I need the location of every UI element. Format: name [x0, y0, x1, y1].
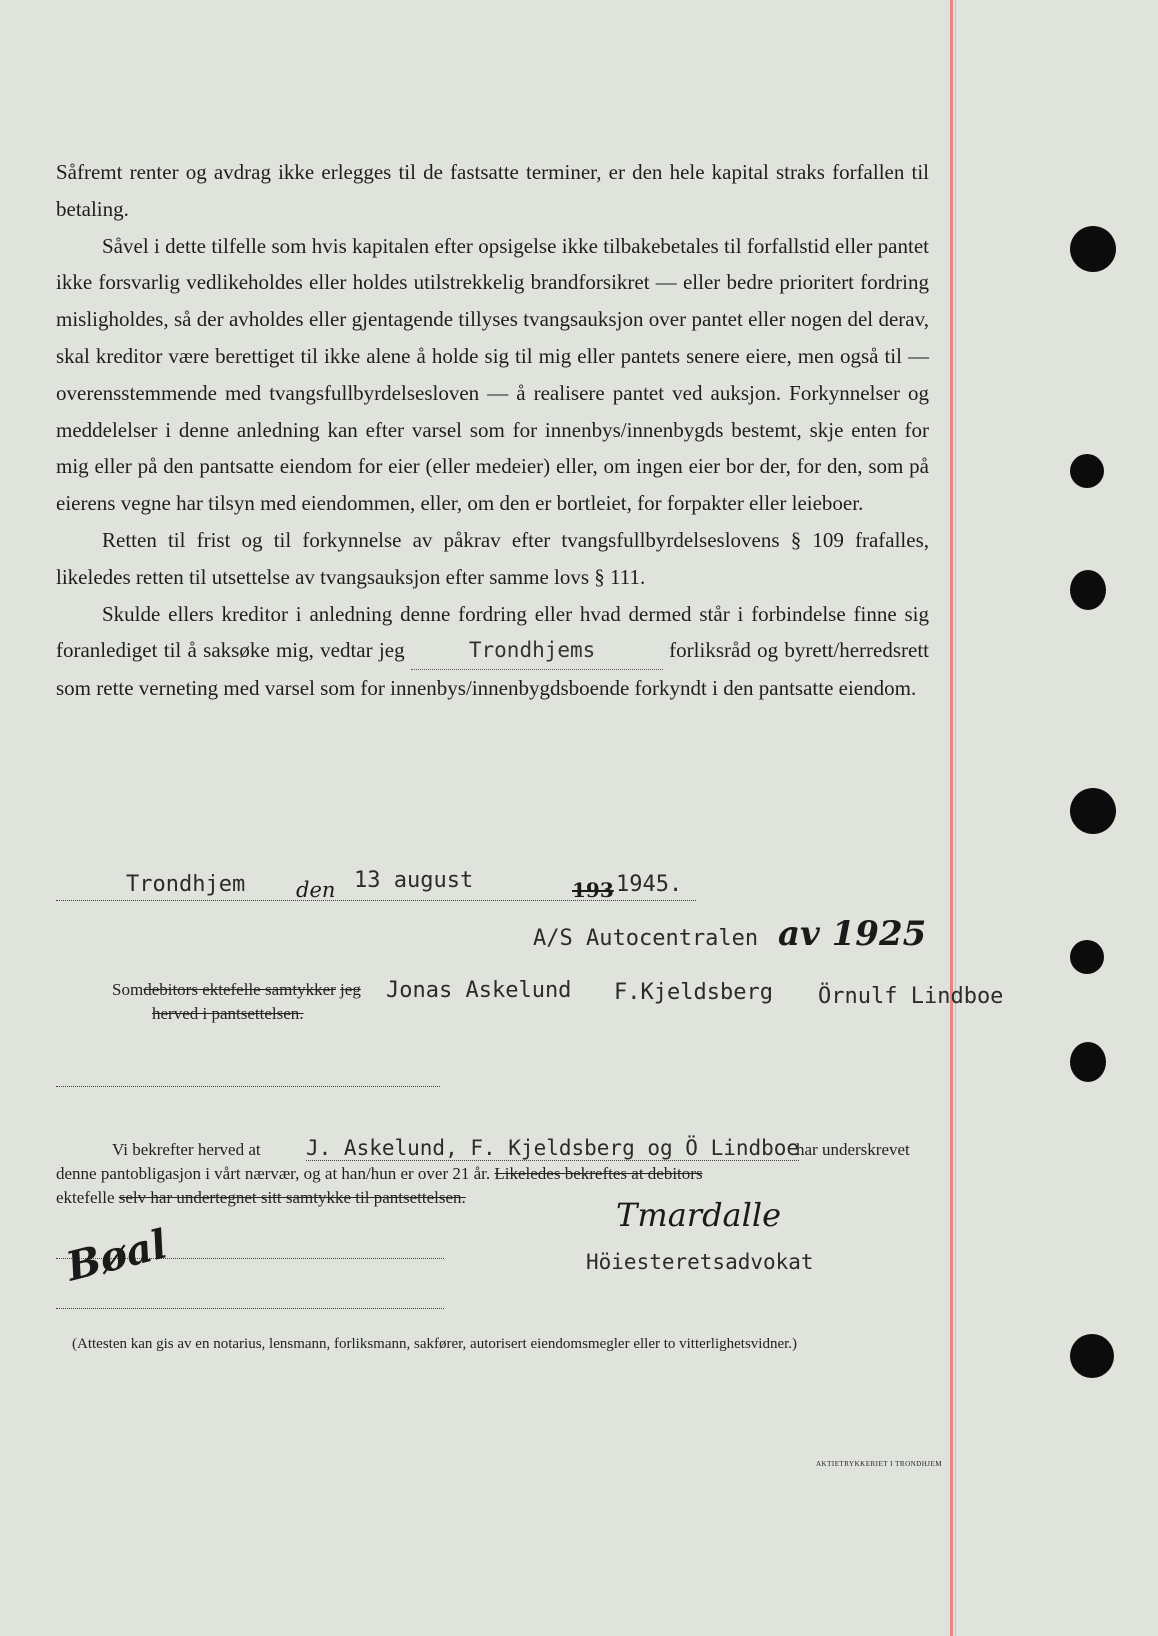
- attestation-line3-start: ektefelle: [56, 1188, 115, 1207]
- paragraph-enforcement: Såvel i dette tilfelle som hvis kapitalen efter opsigelse ikke tilbakebetales til forfallstid eller pantet ikke forsvarlig vedlikeholdes eller holdes utilstrekkelig brandforsikret — eller bedre prioritert fordring misligholdes, så der avholdes eller gjentagende tillyses tvangsauksjon over pantet eller nogen del derav, skal kreditor være berettiget til ikke alene å holde sig til mig eller pantets senere eiere, men også til — overensstemmende med tvangsfullbyrdelsesloven — å realisere pantet ved auksjon. Forkynnelser og meddelelser i denne anledning kan efter varsel som for innenbys/innenbygds bestemt, skje enten for mig eller på den pantsatte eiendom for eier (eller medeier) eller, om ingen eier bor der, for den, som på eierens vegne har tilsyn med eiendommen, eller, om den er bortleiet, for forpakter eller leieboer.: [56, 233, 929, 516]
- date-struck-year: 193: [572, 878, 614, 902]
- body-text: [56, 154, 929, 707]
- punch-hole-icon: [1070, 788, 1116, 834]
- witness-dotted-rule-2: [56, 1308, 444, 1309]
- attestation-line1: [112, 1140, 261, 1160]
- attestation-line3-struck: selv har undertegnet sitt samtykke til pantsettelsen.: [118, 1188, 466, 1207]
- signatory-kjeldsberg: F.Kjeldsberg: [614, 980, 773, 1005]
- attestation-suffix: har underskrevet: [796, 1140, 910, 1159]
- venue-text-after: forliksråd og byrett/herredsrett som rette verneting med varsel som for innenbys/innenbygdsboende forkyndt i den pantsatte eiendom.: [56, 638, 930, 701]
- date-place: Trondhjem: [126, 872, 246, 897]
- witness-right-signature: Tmardalle: [616, 1196, 782, 1234]
- signature-dotted-rule: [56, 1086, 440, 1087]
- attestation-line2-text: denne pantobligasjon i vårt nærvær, og at han/hun er over 21 år.: [56, 1164, 491, 1183]
- signatory-askelund: Jonas Askelund: [386, 978, 572, 1003]
- punch-hole-icon: [1070, 454, 1104, 488]
- printer-mark: AKTIETRYKKERIET I TRONDHJEM: [816, 1460, 943, 1468]
- company-handwritten-signature: av 1925: [778, 914, 927, 954]
- spouse-consent-struck1: debitors ektefelle samtykker: [143, 980, 336, 999]
- punch-hole-icon: [1070, 570, 1106, 610]
- punch-hole-icon: [1070, 1334, 1114, 1378]
- attestation-line2: [56, 1164, 703, 1184]
- signatory-lindboe: Örnulf Lindboe: [818, 984, 1004, 1009]
- paragraph-venue: [56, 596, 929, 707]
- date-den: den: [296, 878, 336, 902]
- margin-rule: [950, 0, 953, 1636]
- margin-rule-shadow: [955, 0, 956, 1636]
- paragraph-default: Såfremt renter og avdrag ikke erlegges til de fastsatte terminer, er den hele kapital straks forfallen til betaling.: [56, 160, 929, 221]
- venue-text-before: Skulde ellers kreditor i anledning denne fordring eller hvad dermed står i forbindelse finne sig foranlediget til å saksøke mig, vedtar jeg: [56, 601, 929, 663]
- company-signature: A/S Autocentralen: [533, 926, 759, 951]
- punch-hole-icon: [1070, 226, 1116, 272]
- punch-hole-icon: [1070, 1042, 1106, 1082]
- paragraph-waiver: Retten til frist og til forkynnelse av påkrav efter tvangsfullbyrdelseslovens § 109 frafalles, likeledes retten til utsettelse av tvangsauksjon efter samme lovs § 111.: [56, 527, 929, 589]
- attestation-prefix: Vi bekrefter herved at: [112, 1140, 261, 1159]
- date-day-month: 13 august: [354, 868, 474, 893]
- witness-title: Höiesteretsadvokat: [586, 1250, 814, 1274]
- witness-left-signature: Bøal: [61, 1220, 172, 1291]
- date-year: 1945.: [616, 872, 683, 897]
- spouse-consent-prefix: Som: [112, 980, 144, 999]
- punch-hole-icon: [1070, 940, 1104, 974]
- spouse-consent-suffix: jeg: [340, 980, 361, 999]
- footnote: (Attesten kan gis av en notarius, lensmann, forliksmann, sakfører, autorisert eiendomsmegler eller to vitterlighetsvidner.): [72, 1336, 798, 1352]
- attestation-names: J. Askelund, F. Kjeldsberg og Ö Lindboe: [306, 1136, 800, 1160]
- attestation-line3: [56, 1188, 466, 1208]
- venue-filled-value: Trondhjems: [411, 632, 663, 670]
- spouse-consent-line2: herved i pantsettelsen.: [152, 1004, 304, 1023]
- spouse-consent-line1: [112, 980, 361, 1000]
- attestation-line2-struck: Likeledes bekreftes at debitors: [494, 1164, 703, 1183]
